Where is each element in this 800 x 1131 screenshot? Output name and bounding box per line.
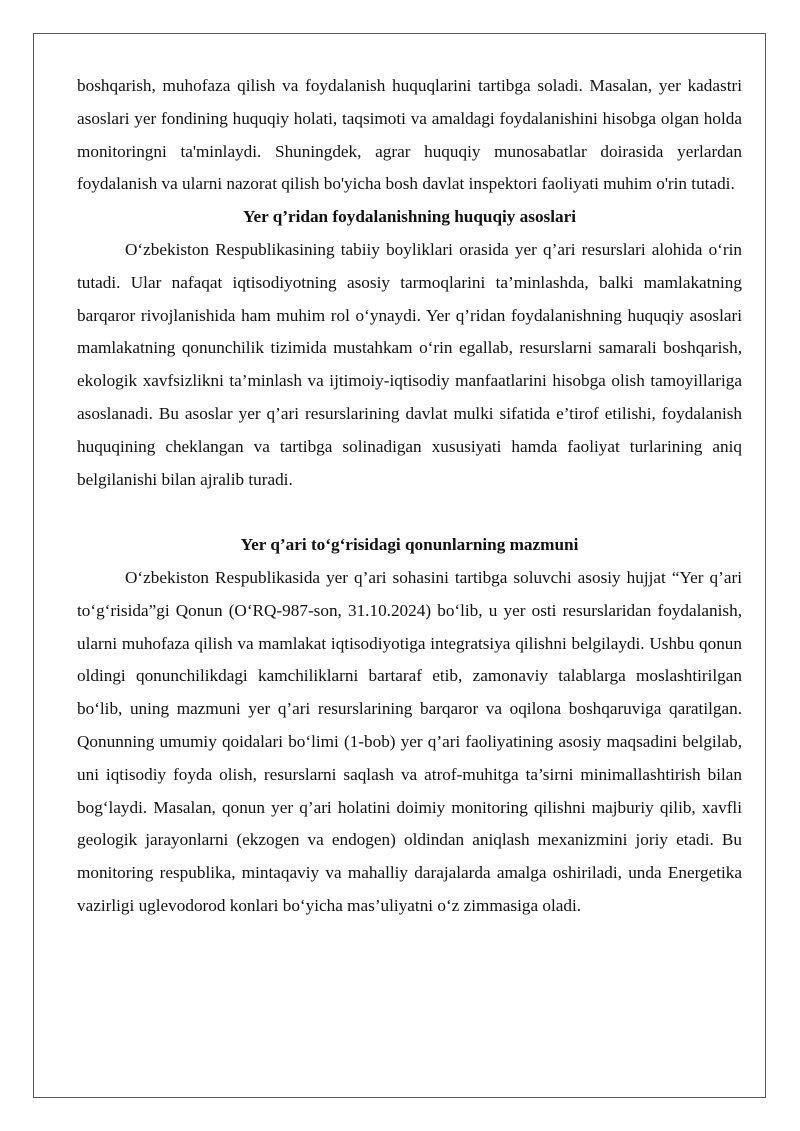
section-heading-legal-basis: Yer q’ridan foydalanishning huquqiy asoslari <box>242 207 577 227</box>
section-spacer <box>77 496 742 529</box>
paragraph-intro: boshqarish, muhofaza qilish va foydalanish huquqlarini tartibga soladi. Masalan, yer kadastri asoslari yer fondining huquqiy holati, taqsimoti va amaldagi foydalanishini hisobga olgan holda monitoringni ta'minlaydi. Shuningdek, agrar huquqiy munosabatlar doirasida yerlardan foydalanish va ularni nazorat qilish bo'yicha bosh davlat inspektori faoliyati muhim o'rin tutadi. <box>77 76 742 194</box>
document-body <box>77 70 742 923</box>
paragraph-legal-basis: O‘zbekiston Respublikasining tabiiy boyliklari orasida yer q’ari resurslari alohida o‘rin tutadi. Ular nafaqat iqtisodiyotning asosiy tarmoqlarini ta’minlashda, balki mamlakatning barqaror rivojlanishida ham muhim rol o‘ynaydi. Yer q’ridan foydalanishning huquqiy asoslari mamlakatning qonunchilik tizimida mustahkam o‘rin egallab, resurslarni samarali boshqarish, ekologik xavfsizlikni ta’minlash va ijtimoiy-iqtisodiy manfaatlarini hisobga olish tamoyillariga asoslanadi. Bu asoslar yer q’ari resurslarining davlat mulki sifatida e’tirof etilishi, foydalanish huquqining cheklangan va tartibga solinadigan xususiyati hamda faoliyat turlarining aniq belgilanishi bilan ajralib turadi. <box>77 239 742 489</box>
section-heading-law-content: Yer q’ari to‘g‘risidagi qonunlarning mazmuni <box>240 535 579 555</box>
paragraph-law-content: O‘zbekiston Respublikasida yer q’ari sohasini tartibga soluvchi asosiy hujjat “Yer q’ari to‘g‘risida”gi Qonun (O‘RQ-987-son, 31.10.2024) bo‘lib, u yer osti resurslaridan foydalanish, ularni muhofaza qilish va mamlakat iqtisodiyotiga integratsiya qilishni belgilaydi. Ushbu qonun oldingi qonunchilikdagi kamchiliklarni bartaraf etib, zamonaviy talablarga moslashtirilgan bo‘lib, uning mazmuni yer q’ari resurslarining barqaror va oqilona boshqaruviga qaratilgan. Qonunning umumiy qoidalari bo‘limi (1-bob) yer q’ari faoliyatining asosiy maqsadini belgilab, uni iqtisodiy foyda olish, resurslarni saqlash va atrof-muhitga ta’sirni minimallashtirish bilan bog‘laydi. Masalan, qonun yer q’ari holatini doimiy monitoring qilishni majburiy qilib, xavfli geologik jarayonlarni (ekzogen va endogen) oldindan aniqlash mexanizmini joriy etadi. Bu monitoring respublika, mintaqaviy va mahalliy darajalarda amalga oshiriladi, unda Energetika vazirligi uglevodorod konlari bo‘yicha mas’uliyatni o‘z zimmasiga oladi. <box>77 567 742 915</box>
